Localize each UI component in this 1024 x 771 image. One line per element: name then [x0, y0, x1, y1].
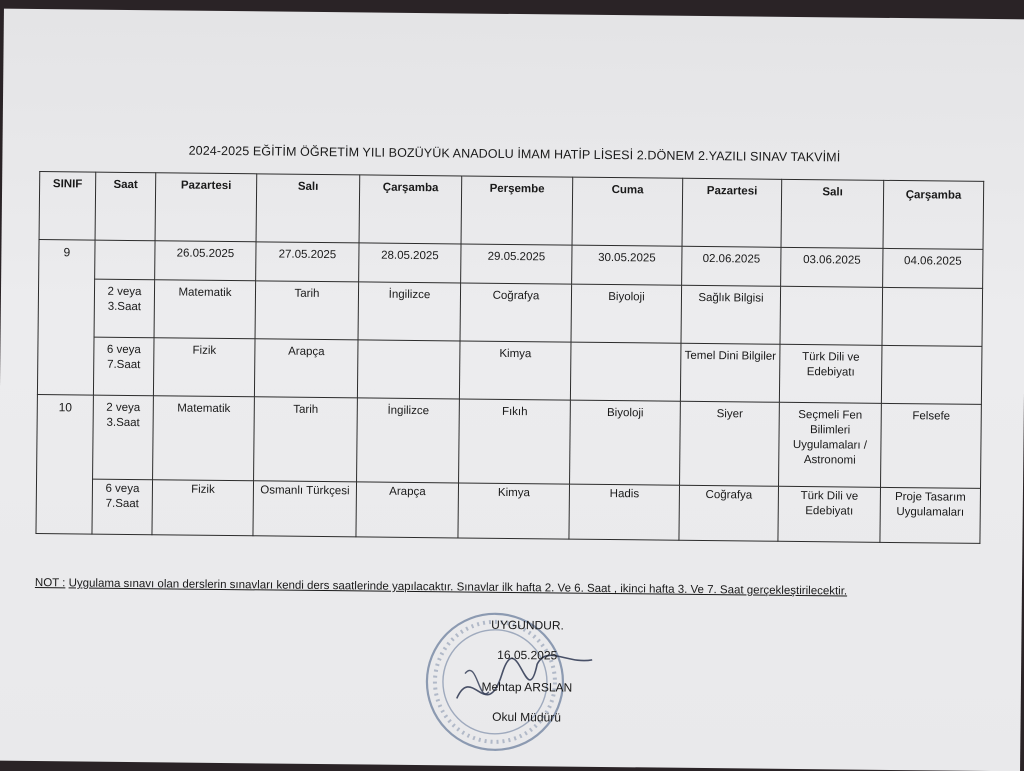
grade-label: 9: [37, 240, 95, 396]
header-day: Pazartesi: [682, 178, 782, 247]
exam-cell: [780, 286, 883, 345]
exam-cell: [881, 345, 982, 404]
approval-status: UYGUNDUR.: [491, 617, 564, 633]
date-cell: 03.06.2025: [781, 247, 883, 287]
exam-cell: Coğrafya: [679, 485, 779, 541]
saat-cell: 6 veya 7.Saat: [93, 337, 154, 396]
date-cell: 30.05.2025: [572, 245, 682, 285]
exam-cell: Fizik: [152, 480, 254, 536]
exam-cell: Siyer: [680, 401, 780, 486]
header-day: Cuma: [572, 177, 683, 246]
header-day: Salı: [256, 174, 360, 243]
exam-cell: Proje Tasarım Uygulamaları: [880, 487, 981, 543]
exam-schedule-table: [35, 171, 984, 544]
document-title: 2024-2025 EĞİTİM ÖĞRETİM YILI BOZÜYÜK ANADOLU İMAM HATİP LİSESİ 2.DÖNEM 2.YAZILI SINAV TAKVİMİ: [188, 143, 841, 165]
exam-cell: Seçmeli Fen Bilimleri Uygulamaları / Astronomi: [779, 402, 882, 487]
exam-cell: Hadis: [569, 484, 680, 540]
document-sheet: [0, 9, 1024, 771]
table-row: [38, 279, 983, 347]
empty-cell: [95, 240, 155, 280]
grade-label: 10: [36, 395, 93, 535]
exam-cell: İngilizce: [358, 282, 461, 341]
note-line: [35, 577, 995, 599]
date-cell: 29.05.2025: [461, 244, 572, 284]
saat-cell: 2 veya 3.Saat: [94, 279, 155, 338]
note-label: NOT :: [34, 577, 66, 590]
exam-cell: Matematik: [154, 280, 256, 339]
table-row: [37, 337, 982, 405]
exam-cell: Arapça: [254, 339, 358, 398]
exam-cell: Kimya: [459, 341, 571, 400]
saat-cell: 2 veya 3.Saat: [93, 395, 154, 480]
date-cell: 04.06.2025: [883, 248, 983, 288]
table-row: [37, 395, 982, 489]
exam-cell: İngilizce: [357, 398, 460, 483]
date-cell: 02.06.2025: [682, 246, 781, 286]
date-cell: 26.05.2025: [155, 241, 256, 281]
header-day: Perşembe: [461, 176, 573, 245]
header-day: Salı: [781, 179, 884, 248]
exam-cell: Türk Dili ve Edebiyatı: [778, 486, 881, 542]
exam-cell: Matematik: [153, 396, 255, 481]
exam-cell: Arapça: [356, 482, 459, 538]
exam-cell: [882, 287, 983, 346]
date-cell: 28.05.2025: [359, 243, 461, 283]
table-row: [36, 479, 981, 544]
header-saat: Saat: [95, 172, 156, 241]
date-cell: 27.05.2025: [256, 242, 359, 282]
exam-cell: Felsefe: [881, 403, 982, 488]
approval-name: Mehtap ARSLAN: [481, 679, 573, 695]
header-day: Pazartesi: [155, 173, 257, 242]
exam-cell: Fıkıh: [459, 399, 571, 484]
approval-date: 16.05.2025: [497, 647, 558, 663]
header-sinif: SINIF: [39, 172, 96, 241]
approval-block: [416, 603, 618, 765]
exam-cell: [357, 340, 460, 399]
header-day: Çarşamba: [883, 180, 984, 249]
exam-cell: Fizik: [153, 338, 255, 397]
exam-cell: Kimya: [458, 483, 570, 539]
exam-cell: Biyoloji: [571, 284, 682, 343]
exam-cell: Osmanlı Türkçesi: [253, 481, 357, 537]
exam-cell: Coğrafya: [460, 283, 572, 342]
approval-role: Okul Müdürü: [492, 709, 561, 725]
exam-cell: [570, 342, 681, 401]
exam-cell: Tarih: [254, 397, 358, 482]
note-text: Uygulama sınavı olan derslerin sınavları kendi ders saatlerinde yapılacaktır. Sınavlar ilk hafta 2. Ve 6. Saat , ikinci hafta 3. Ve 7. Saat gerçekleştirilecektir.: [68, 577, 848, 598]
exam-cell: Biyoloji: [570, 400, 681, 485]
exam-cell: Türk Dili ve Edebiyatı: [779, 344, 882, 403]
exam-cell: Sağlık Bilgisi: [681, 285, 781, 344]
exam-cell: Tarih: [255, 281, 359, 340]
header-row: [39, 172, 984, 250]
saat-cell: 6 veya 7.Saat: [92, 479, 153, 535]
exam-cell: Temel Dini Bilgiler: [680, 343, 780, 402]
header-day: Çarşamba: [359, 175, 462, 244]
